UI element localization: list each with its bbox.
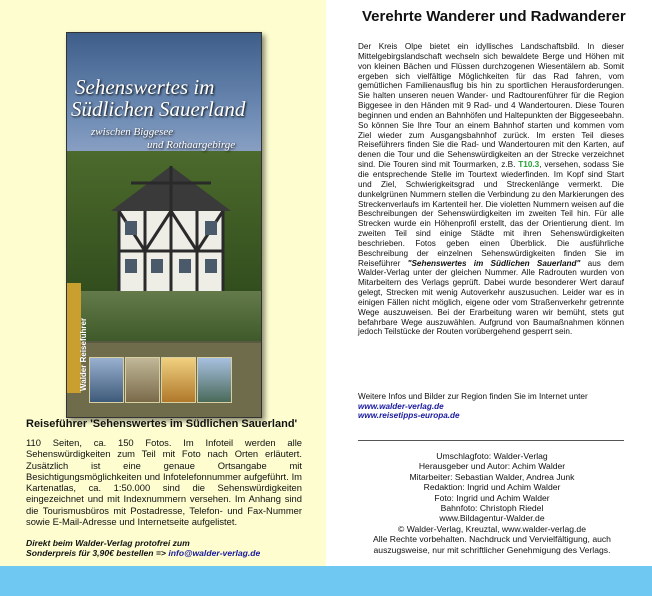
info-section: [358, 392, 624, 421]
book-description: [26, 437, 302, 527]
cover-title-line1: Sehenswertes im: [75, 75, 215, 99]
credit-line: Redaktion: Ingrid und Achim Walder: [423, 482, 561, 493]
cover-ground: [67, 291, 261, 341]
bottom-bar: [0, 566, 652, 596]
cover-subtitle-line1: zwischen Biggesee: [91, 126, 174, 138]
book-cover-image: [66, 32, 262, 418]
page-heading: Verehrte Wanderer und Radwanderer: [362, 8, 626, 25]
cover-thumbnail: [89, 357, 124, 403]
cover-thumbnail: [197, 357, 232, 403]
credit-line: Alle Rechte vorbehalten. Nachdruck und Vervielfältigung, auch: [373, 534, 611, 545]
cover-thumbnail: [125, 357, 160, 403]
walder-verlag-link[interactable]: www.walder-verlag.de: [358, 401, 444, 411]
credit-line: auszugsweise, nur mit schriftlicher Genehmigung des Verlags.: [373, 544, 611, 555]
cover-subtitle-line2: und Rothaargebirge: [147, 139, 236, 151]
credit-line: Umschlagfoto: Walder-Verlag: [436, 451, 548, 461]
divider: [358, 440, 624, 441]
reisetipps-europa-link[interactable]: www.reisetipps-europa.de: [358, 411, 460, 421]
cover-spine-label: Walder Reiseführer: [79, 317, 88, 391]
intro-paragraph: Der Kreis Olpe bietet ein idyllisches Landschaftsbild. In dieser Mittelgebirgslandschaft wechseln sich bewaldete Berge und Höhen mit von kleinen Bächen und Flüssen durchzogenen Wiesentälern ab. Somit ergeben sich vielfältige Möglichkeiten für das Rad fahren, vom gemütlichen Familienausflug bis hin zu sportlichen Herausforderungen. Sie halten unseren neuen Wander- und Radtourenführer für die Region Biggesee in den Händen mit 9 Rad- und 4 Wandertouren. Diese Touren beginnen und enden an Bahnhöfen und Haltepunkten der Biggeseebahn. So können Sie Ihre Tour an einem Bahnhof starten und kommen vom Ziel wieder zum Ausgangsbahnhof zurück. Im ersten Teil dieses Reiseführers finden Sie die Rad- und Wandertouren mit den Karten, auf denen die Tour und die Sehenswürdigkeiten an der Strecke verzeichnet sind. Die Touren sind mit Tourmarken, z.B.: [358, 42, 624, 170]
half-timbered-house-image: [101, 161, 241, 301]
credit-line: Bahnfoto: Christoph Riedel: [440, 503, 544, 514]
cover-photo-strip: [67, 343, 261, 417]
book-reference: "Sehenswertes im Südlichen Sauerland": [407, 258, 581, 268]
order-note-line1: Direkt beim Walder-Verlag protofrei zum: [26, 538, 190, 548]
book-title: Reiseführer 'Sehenswertes im Südlichen Sauerland': [26, 418, 298, 430]
intro-paragraph-end: aus dem Walder-Verlag unter der gleichen Nummer. Alle Radrouten wurden von Mitarbeitern des Verlags geprüft. Dabei wurde besonderer Wert darauf gelegt, Strecken mit wenig Autoverkehr auszusuchen. Leider war es in einigen Fällen nicht möglich, eigene oder vom Straßenverkehr getrennte Wege auszuweisen. Bei der Erarbeitung waren wir bemüht, stets gut befahrbare Wege auszuwählen. Aufgrund von Baumaßnahmen können jedoch Teilstücke der Routen vorübergehend gesperrt sein.: [358, 258, 625, 337]
info-text: Weitere Infos und Bilder zur Region finden Sie im Internet unter: [358, 392, 588, 401]
cover-title-line2: Südlichen Sauerland: [71, 97, 246, 121]
tour-marker-example: T10.3: [518, 160, 540, 170]
credit-line: www.Bildagentur-Walder.de: [439, 513, 545, 524]
cover-thumbnail: [161, 357, 196, 403]
order-note-line2: [26, 548, 316, 558]
intro-paragraph-continued: , versehen, sodass Sie die entsprechende Stelle im Tourtext wiederfinden. Im Kopf sind Start und Ziel, Schwierigkeitsgrad und Streckenlänge vermerkt. Die dunkelgrünen Nummern stellen die Verbindung zu den Markierungen des Streckenverlaufs im Kartenteil her. Die violetten Nummern weisen auf die Beschreibungen der Sehenswürdigkeiten im zweiten Teil hin. Für alle Strecken wurde ein Höhenprofil erstellt, das der Orientierung dient. Im zweiten Teil sind einige Städte mit ihren Sehenswürdigkeiten beschrieben. Fotos geben einen Überblick. Die ausführliche Beschreibung der einzelnen Sehenswürdigkeiten finden Sie im Reiseführer: [358, 160, 624, 268]
credit-line: Mitarbeiter: Sebastian Walder, Andrea Junk: [409, 471, 575, 482]
credits: [340, 451, 644, 555]
book-description-text: 110 Seiten, ca. 150 Fotos. Im Infoteil werden alle Sehenswürdigkeiten zum Teil mit Foto nach Orten erläutert. Zusätzlich ist eine genaue Ortsangabe mit Besichtigungsmöglichkeiten und Infotelefonnummer aufgeführt. Im Kartenatlas, ca. 1:50.000 sind die Sehenswürdigkeiten eingezeichnet und mit Indexnummern versehen. Im Anhang sind die Tourismusbüros mit Postadresse, Telefon- und Fax-Nummer sowie E-Mail-Adresse und Internetseite aufgelistet.: [26, 437, 302, 528]
credit-line: © Walder-Verlag, Kreuztal, www.walder-verlag.de: [398, 523, 586, 534]
credit-line: Foto: Ingrid und Achim Walder: [434, 492, 550, 503]
intro-text: [358, 42, 624, 337]
order-note-text: Sonderpreis für 3,90€ bestellen =>: [26, 548, 166, 558]
credit-line: Herausgeber und Autor: Achim Walder: [418, 461, 566, 472]
order-note: [26, 538, 316, 558]
cover-spine: [67, 283, 88, 393]
order-email-link[interactable]: info@walder-verlag.de: [168, 548, 261, 558]
